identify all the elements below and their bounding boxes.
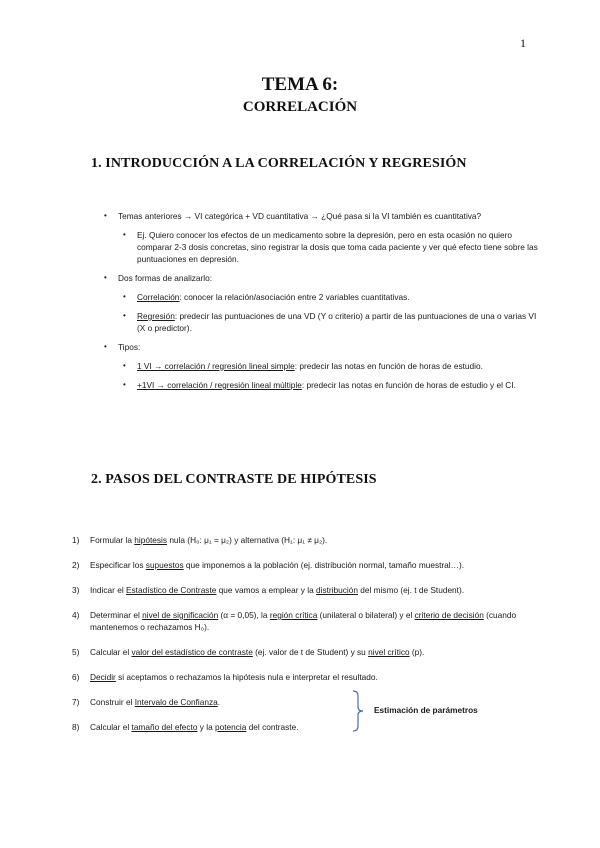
list-item	[123, 291, 544, 303]
step-keyword: región crítica	[269, 610, 318, 620]
page-title: TEMA 6:	[261, 74, 339, 95]
list-item	[123, 360, 544, 372]
step-text: nula (H₀: μ₁ = μ₂) y alternativa (H₁: μ₁ ≠ μ₂).	[167, 535, 328, 545]
list-item	[72, 671, 542, 683]
step-text: Construir el	[90, 697, 135, 707]
step-keyword: tamaño del efecto	[131, 722, 198, 732]
step-keyword: Decidir	[90, 672, 116, 682]
step-keyword: potencia	[215, 722, 247, 732]
step-number: 3)	[72, 585, 80, 595]
bullet-text: Dos formas de analizarlo:	[118, 273, 213, 283]
step-keyword: Estadístico de Contraste	[125, 585, 217, 595]
bullet-text: Temas anteriores → VI categórica + VD cuantitativa → ¿Qué pasa si la VI también es cuantitativa?	[118, 211, 482, 221]
bullet-icon: •	[123, 380, 126, 389]
step-keyword: criterio de decisión	[414, 610, 484, 620]
step-number: 5)	[72, 647, 80, 657]
steps-list	[72, 534, 542, 733]
step-text: que imponemos a la población (ej. distribución normal, tamaño muestral…).	[183, 560, 465, 570]
step-text: del mismo (ej. t de Student).	[357, 585, 465, 595]
step-text: del contraste.	[246, 722, 299, 732]
list-item	[123, 229, 544, 265]
bullet-text: Ej. Quiero conocer los efectos de un medicamento sobre la depresión, pero en esta ocasión no quiero comparar 2-3 dosis concretas, sino registrar la dosis que toma cada paciente y ver qué efecto tiene sobre las puntuaciones en depresión.	[137, 230, 538, 264]
intro-bullet-list	[104, 210, 544, 398]
term-regresion: Regresión	[137, 311, 175, 321]
list-item	[72, 584, 542, 596]
step-text: Especificar los	[90, 560, 146, 570]
bullet-icon: •	[123, 292, 126, 301]
list-item	[104, 272, 544, 284]
step-keyword: hipótesis	[134, 535, 168, 545]
step-text: (cuando mantenemos o rechazamos H₀).	[90, 610, 517, 632]
step-text: (p).	[409, 647, 425, 657]
page-number: 1	[520, 36, 526, 50]
bullet-icon: •	[104, 342, 107, 351]
list-item	[72, 534, 542, 546]
step-keyword: distribución	[316, 585, 358, 595]
list-item	[123, 310, 544, 334]
bullet-text: : predecir las puntuaciones de una VD (Y o criterio) a partir de las puntuaciones de una o varias VI (X o predictor).	[137, 311, 537, 333]
step-keyword: nivel de significación	[142, 610, 219, 620]
list-item	[72, 559, 542, 571]
step-text: y la	[197, 722, 216, 732]
list-item	[72, 721, 542, 733]
step-text: si aceptamos o rechazamos la hipótesis nula e interpretar el resultado.	[115, 672, 378, 682]
step-number: 2)	[72, 560, 80, 570]
step-number: 6)	[72, 672, 80, 682]
step-text: Determinar el	[90, 610, 143, 620]
step-text: Calcular el	[90, 647, 132, 657]
estimation-label: Estimación de parámetros	[374, 705, 478, 715]
step-text: Formular la	[90, 535, 135, 545]
step-text: .	[217, 697, 221, 707]
bullet-text: : predecir las notas en función de horas de estudio.	[294, 361, 483, 371]
bullet-icon: •	[104, 211, 107, 220]
bullet-icon: •	[123, 361, 126, 370]
step-text: (unilateral o bilateral) y el	[317, 610, 415, 620]
section-2-heading: 2. PASOS DEL CONTRASTE DE HIPÓTESIS	[91, 472, 377, 487]
section-1-heading: 1. INTRODUCCIÓN A LA CORRELACIÓN Y REGRESIÓN	[91, 156, 467, 171]
step-number: 1)	[72, 535, 80, 545]
step-text: Indicar el	[90, 585, 126, 595]
list-item	[104, 210, 544, 222]
step-keyword: valor del estadístico de contraste	[131, 647, 253, 657]
step-text: (α = 0,05), la	[218, 610, 270, 620]
term-multiple: +1VI → correlación / regresión lineal múltiple	[137, 380, 302, 390]
bullet-icon: •	[104, 273, 107, 282]
list-item	[123, 379, 544, 391]
step-keyword: supuestos	[145, 560, 184, 570]
curly-brace-icon	[351, 690, 365, 732]
bullet-text: : predecir las notas en función de horas de estudio y el CI.	[301, 380, 516, 390]
bullet-text: : conocer la relación/asociación entre 2 variables cuantitativas.	[179, 292, 410, 302]
page-subtitle: CORRELACIÓN	[242, 99, 358, 115]
step-number: 7)	[72, 697, 80, 707]
step-text: (ej. valor de t de Student) y su	[252, 647, 369, 657]
list-item	[72, 609, 542, 633]
step-keyword: Intervalo de Confianza	[134, 697, 218, 707]
term-simple: 1 VI → correlación / regresión lineal simple	[137, 361, 295, 371]
step-number: 4)	[72, 610, 80, 620]
term-correlacion: Correlación	[137, 292, 180, 302]
step-text: que vamos a emplear y la	[216, 585, 317, 595]
step-number: 8)	[72, 722, 80, 732]
bullet-icon: •	[123, 230, 126, 239]
step-keyword: nivel crítico	[368, 647, 410, 657]
list-item	[72, 646, 542, 658]
bullet-text: Tipos:	[118, 342, 141, 352]
list-item	[104, 341, 544, 353]
step-text: Calcular el	[90, 722, 132, 732]
bullet-icon: •	[123, 311, 126, 320]
